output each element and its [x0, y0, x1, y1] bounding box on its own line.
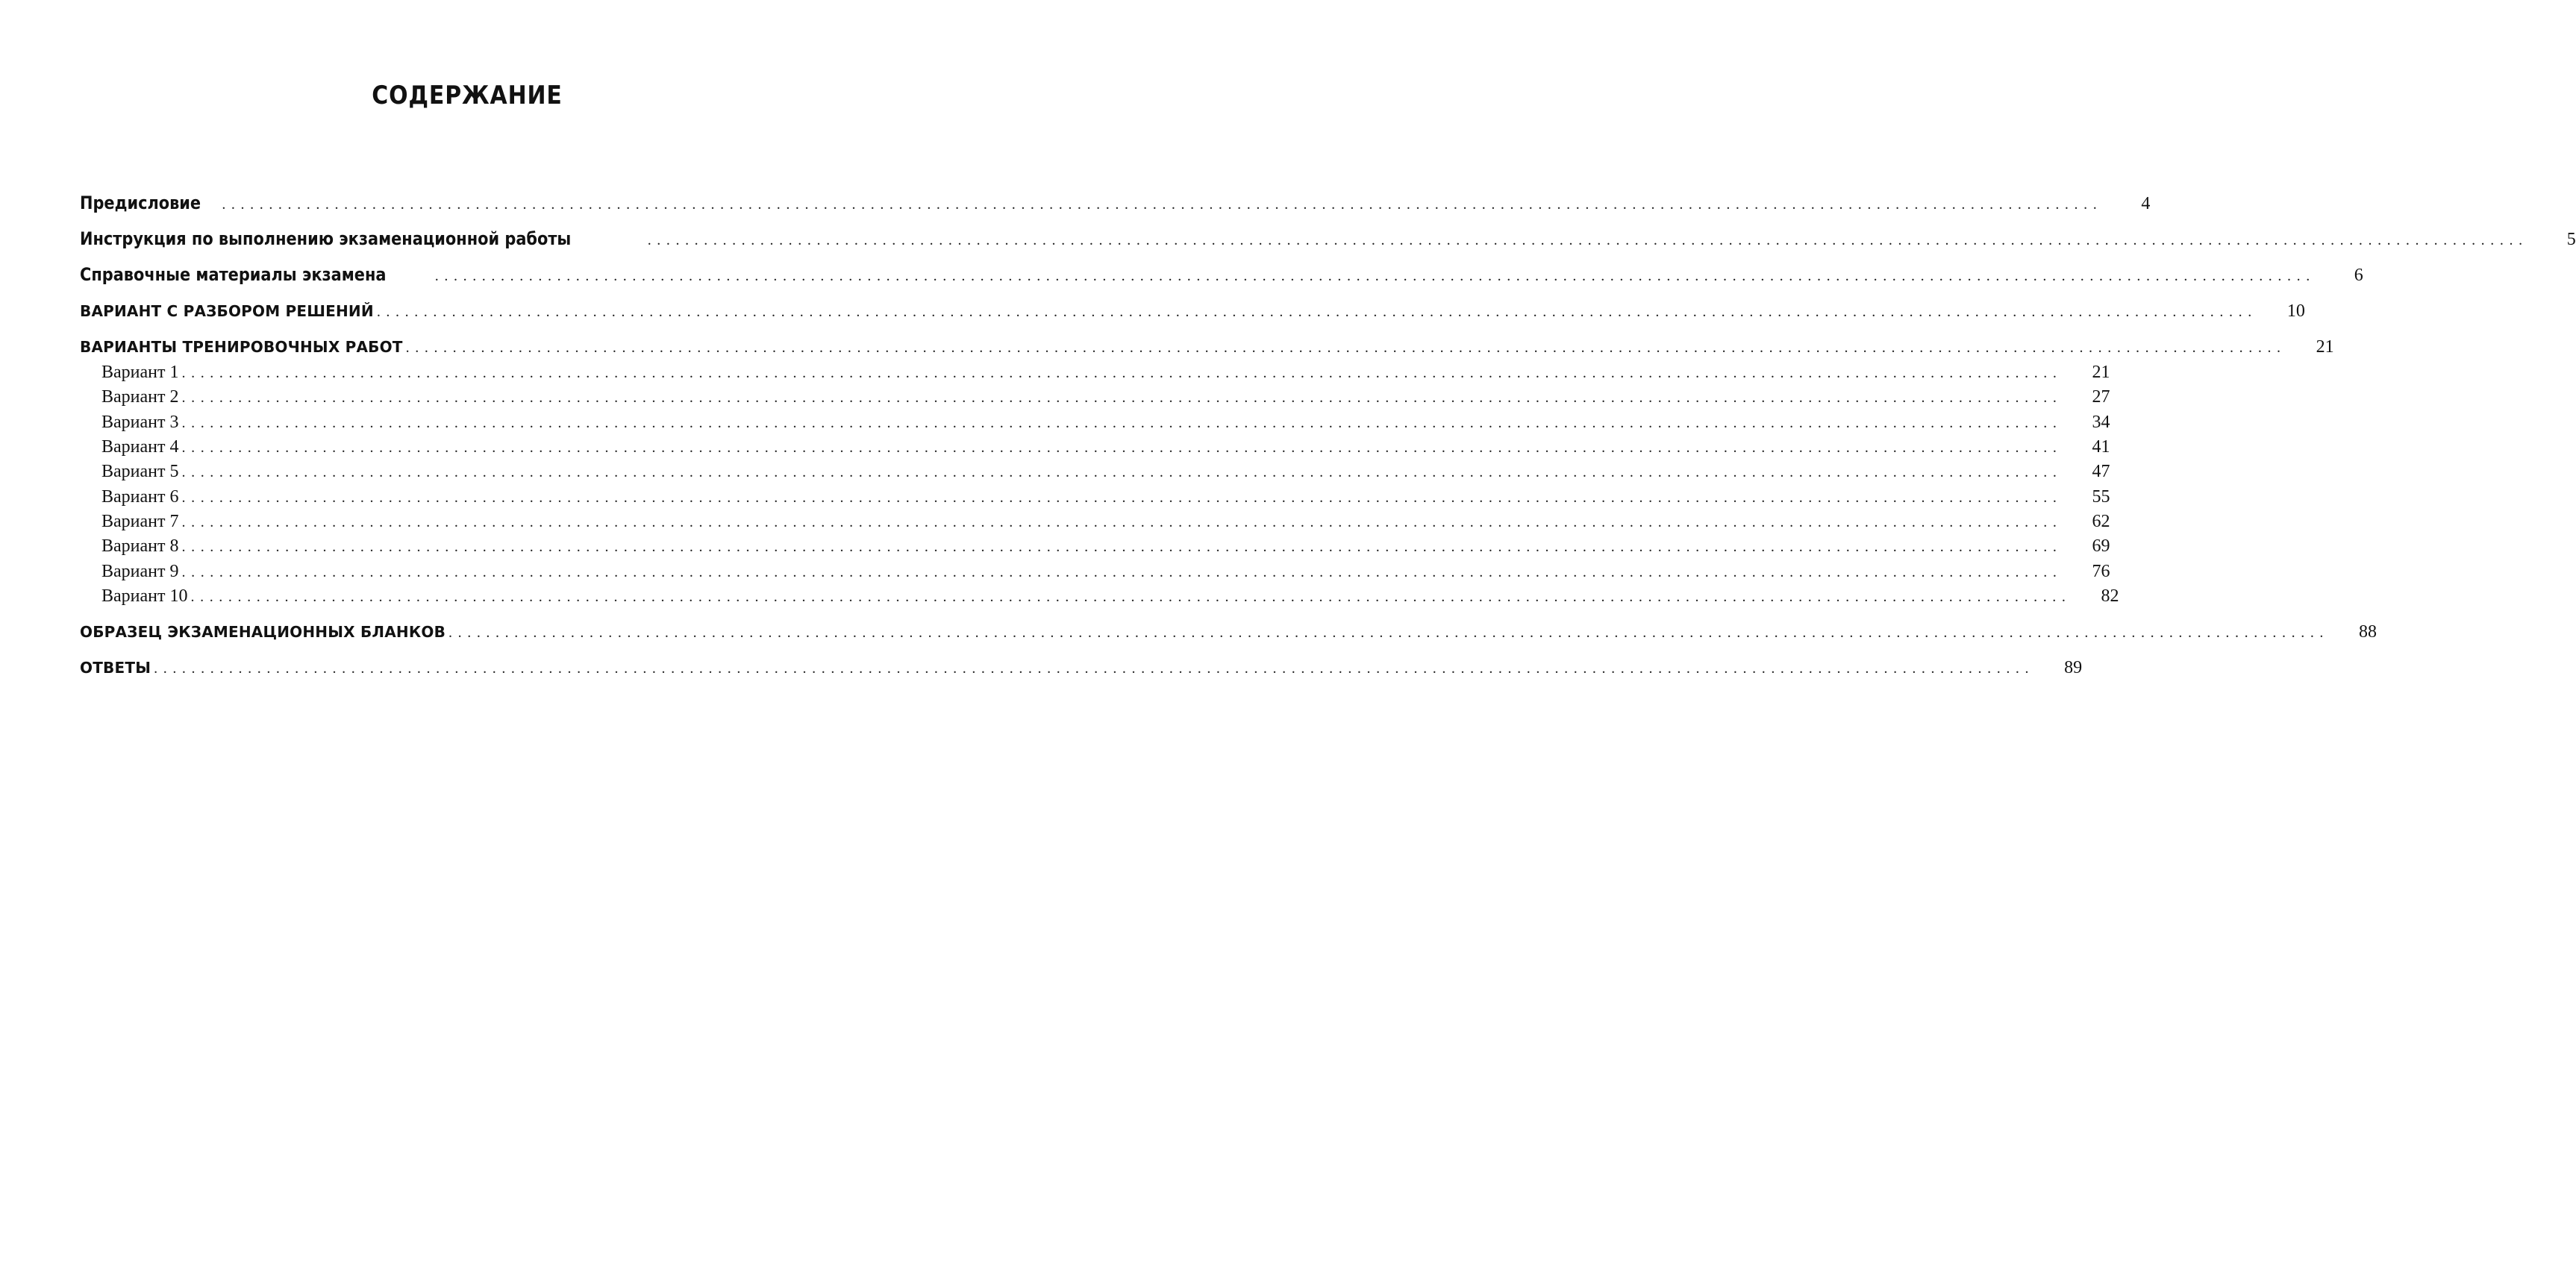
- toc-entry-solved-variant: [80, 301, 2305, 325]
- page-title: СОДЕРЖАНИЕ: [372, 81, 563, 110]
- toc-entry-label: Вариант 3: [101, 413, 179, 432]
- toc-entry-page: 41: [2092, 437, 2110, 457]
- toc-entry-instructions: [80, 228, 2576, 252]
- toc-entry-variant-9: [80, 562, 2110, 586]
- toc-entry-label: ВАРИАНТ С РАЗБОРОМ РЕШЕНИЙ: [80, 302, 374, 320]
- toc-entry-label: Вариант 6: [101, 487, 179, 507]
- toc-entry-label: ОТВЕТЫ: [80, 659, 151, 677]
- dot-leader: ........................................................................................................................................................................................................: [647, 232, 2528, 248]
- toc-entry-page: 6: [2354, 266, 2363, 285]
- toc-entry-variant-6: [80, 487, 2110, 511]
- toc-entry-page: 10: [2286, 301, 2305, 321]
- toc-entry-page: 4: [2141, 194, 2151, 213]
- toc-entry-label: Предисловие: [80, 192, 201, 213]
- toc-entry-page: 55: [2092, 487, 2110, 507]
- toc-entry-page: 47: [2092, 462, 2110, 481]
- dot-leader: ........................................................................................................................................................................................................: [181, 514, 2063, 530]
- toc-entry-page: 21: [2092, 363, 2110, 382]
- dot-leader: ........................................................................................................................................................................................................: [222, 196, 2103, 213]
- toc-entry-variant-10: [80, 586, 2119, 610]
- toc-entry-label: Вариант 1: [101, 363, 179, 382]
- dot-leader: ........................................................................................................................................................................................................: [434, 268, 2316, 284]
- toc-entry-label: Вариант 7: [101, 512, 179, 531]
- toc-entry-training-variants: [80, 337, 2334, 361]
- toc-entry-variant-7: [80, 512, 2110, 536]
- toc-entry-preface: [80, 192, 2151, 216]
- toc-entry-page: 89: [2064, 658, 2083, 677]
- dot-leader: ........................................................................................................................................................................................................: [181, 489, 2063, 506]
- toc-entry-page: 5: [2566, 230, 2576, 249]
- toc-entry-page: 27: [2092, 387, 2110, 407]
- dot-leader: ........................................................................................................................................................................................................: [181, 464, 2063, 480]
- toc-entry-label: Вариант 4: [101, 437, 179, 457]
- toc-entry-page: 34: [2092, 413, 2110, 432]
- dot-leader: ........................................................................................................................................................................................................: [181, 439, 2063, 456]
- dot-leader: ........................................................................................................................................................................................................: [448, 624, 2330, 641]
- toc-entry-variant-1: [80, 363, 2110, 386]
- toc-entry-page: 21: [2316, 337, 2334, 357]
- dot-leader: ........................................................................................................................................................................................................: [190, 589, 2072, 605]
- dot-leader: ........................................................................................................................................................................................................: [154, 660, 2035, 677]
- dot-leader: ........................................................................................................................................................................................................: [181, 539, 2063, 555]
- toc-entry-label: Вариант 8: [101, 536, 179, 556]
- toc-entry-page: 76: [2092, 562, 2110, 581]
- toc-entry-label: Справочные материалы экзамена: [80, 264, 387, 285]
- toc-entry-variant-4: [80, 437, 2110, 461]
- toc-entry-page: 69: [2092, 536, 2110, 556]
- toc-entry-label: Вариант 10: [101, 586, 188, 606]
- toc-entry-answers: [80, 658, 2083, 682]
- toc-entry-label: ОБРАЗЕЦ ЭКЗАМЕНАЦИОННЫХ БЛАНКОВ: [80, 623, 446, 641]
- dot-leader: ........................................................................................................................................................................................................: [181, 365, 2063, 381]
- toc-entry-label: Вариант 5: [101, 462, 179, 481]
- toc-entry-references: [80, 264, 2363, 288]
- toc-entry-variant-8: [80, 536, 2110, 560]
- dot-leader: ........................................................................................................................................................................................................: [181, 415, 2063, 431]
- toc-entry-label: Вариант 9: [101, 562, 179, 581]
- toc-entry-label: ВАРИАНТЫ ТРЕНИРОВОЧНЫХ РАБОТ: [80, 338, 403, 356]
- toc-entry-page: 82: [2101, 586, 2119, 606]
- toc-entry-page: 62: [2092, 512, 2110, 531]
- toc-entry-label: Инструкция по выполнению экзаменационной работы: [80, 228, 572, 249]
- dot-leader: ........................................................................................................................................................................................................: [405, 339, 2286, 356]
- toc-entry-label: Вариант 2: [101, 387, 179, 407]
- toc-entry-variant-3: [80, 413, 2110, 436]
- dot-leader: ........................................................................................................................................................................................................: [181, 564, 2063, 580]
- dot-leader: ........................................................................................................................................................................................................: [376, 304, 2257, 320]
- toc-entry-variant-2: [80, 387, 2110, 411]
- toc-entry-variant-5: [80, 462, 2110, 486]
- toc-entry-sample-forms: [80, 622, 2378, 646]
- toc-entry-page: 88: [2359, 622, 2378, 642]
- dot-leader: ........................................................................................................................................................................................................: [181, 389, 2063, 406]
